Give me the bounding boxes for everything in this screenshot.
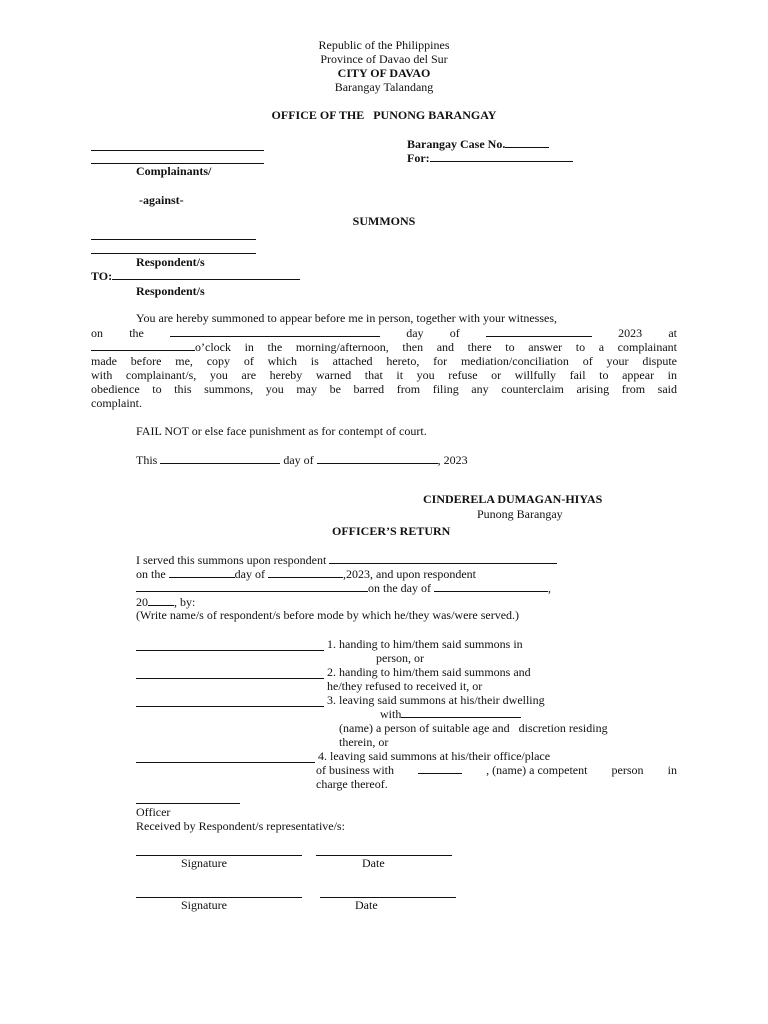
signature-label-2: Signature — [181, 898, 227, 912]
officer-signature-line — [136, 803, 240, 804]
to-text: TO: — [91, 269, 113, 283]
served-text: I served this summons upon respondent — [136, 553, 327, 567]
barangay-line: Barangay Talandang — [334, 80, 434, 94]
respondent-served-blank — [329, 553, 557, 564]
served-day-blank — [169, 567, 235, 578]
mode-3-b — [380, 707, 521, 721]
summons-para-line-1: You are hereby summoned to appear before me in person, together with your witnesses, — [136, 311, 558, 325]
date-label-1: Date — [362, 856, 385, 870]
year-prefix: 20 — [136, 595, 148, 609]
return-line-1 — [136, 553, 557, 567]
the-word: the — [129, 326, 144, 340]
complainants-label: Complainants/ — [136, 164, 212, 178]
against-label: -against- — [139, 193, 184, 207]
person-name-blank — [401, 707, 521, 718]
this-year: , 2023 — [437, 453, 468, 467]
summons-para-line-6: obedience to this summons, you may be barred from filing any counterclaim arising from said — [91, 382, 677, 396]
summons-para-line-7: complaint. — [91, 396, 142, 410]
by-text: , by: — [174, 595, 196, 609]
date-label-2: Date — [355, 898, 378, 912]
day-word: day — [406, 326, 424, 340]
complainant-line-1 — [91, 150, 264, 151]
respondent-label-2: Respondent/s — [136, 284, 205, 298]
in-text: in — [667, 763, 677, 777]
mode-2-blank — [136, 678, 324, 679]
mode-1-b: person, or — [376, 651, 424, 665]
summons-para-line-4: made before me, copy of which is attached hereto, for mediation/conciliation of your dispute — [91, 354, 677, 368]
on-the-text: on the — [136, 567, 166, 581]
mode-2-a: 2. handing to him/them said summons and — [327, 665, 531, 679]
time-blank — [91, 340, 195, 351]
this-month-blank — [317, 453, 438, 464]
respondent-line-1 — [91, 239, 256, 240]
on-the-day-text: on the day of — [368, 581, 431, 595]
year-word: 2023 — [618, 326, 643, 340]
for-blank — [430, 151, 573, 162]
mode-1-a: 1. handing to him/them said summons in — [327, 637, 523, 651]
date-line-2 — [320, 897, 456, 898]
respondent-line-2 — [91, 253, 256, 254]
mode-3-a: 3. leaving said summons at his/their dwelling — [327, 693, 545, 707]
summons-para-line-2 — [91, 326, 677, 340]
with-text: with — [380, 707, 402, 721]
on-word: on — [91, 326, 103, 340]
for-text: For: — [407, 151, 430, 165]
case-no-blank — [505, 137, 549, 148]
served-month-blank — [268, 567, 343, 578]
republic-line: Republic of the Philippines — [318, 38, 450, 52]
year-blank — [148, 595, 174, 606]
summons-title: SUMMONS — [352, 214, 416, 228]
case-no-label — [407, 137, 549, 151]
comma: , — [547, 581, 551, 595]
day-of-text: day of — [234, 567, 265, 581]
month-blank — [486, 326, 592, 337]
second-respondent-blank — [136, 581, 368, 592]
for-label — [407, 151, 573, 165]
mode-2-b: he/they refused to received it, or — [327, 679, 483, 693]
mode-1-blank — [136, 650, 324, 651]
person-text: person — [611, 763, 644, 777]
this-day-line — [136, 453, 468, 467]
signature-label-1: Signature — [181, 856, 227, 870]
competent-text: , (name) a competent — [486, 763, 588, 777]
fail-not-line: FAIL NOT or else face punishment as for contempt of court. — [136, 424, 427, 438]
officer-label: Officer — [136, 805, 171, 819]
mode-4-blank — [136, 762, 315, 763]
business-text: of business with — [316, 763, 394, 777]
at-word: at — [668, 326, 677, 340]
mode-3-d: therein, or — [339, 735, 389, 749]
date-blank — [170, 326, 380, 337]
this-word: This — [136, 453, 158, 467]
year-respondent-text: ,2023, and upon respondent — [343, 567, 476, 581]
officers-return-title: OFFICER’S RETURN — [332, 524, 451, 538]
to-blank — [112, 269, 300, 280]
return-line-3 — [136, 581, 551, 595]
city-line: CITY OF DAVAO — [337, 66, 431, 80]
return-instructions: (Write name/s of respondent/s before mode by which he/they was/were served.) — [136, 608, 520, 622]
province-line: Province of Davao del Sur — [320, 52, 448, 66]
return-line-2 — [136, 567, 476, 581]
of-word: of — [449, 326, 460, 340]
day-of-word: day of — [283, 453, 314, 467]
mode-3-blank — [136, 706, 324, 707]
business-blank — [418, 763, 462, 774]
mode-4-a: 4. leaving said summons at his/their office/place — [318, 749, 551, 763]
mode-3-c: (name) a person of suitable age and discretion residing — [339, 721, 608, 735]
return-line-4 — [136, 595, 195, 609]
summons-para-line-3 — [91, 340, 677, 354]
to-line — [91, 269, 300, 283]
case-no-text: Barangay Case No. — [407, 137, 506, 151]
time-text: o’clock in the morning/afternoon, then and there to answer to a complainant — [195, 340, 677, 354]
mode-4-c: charge thereof. — [316, 777, 388, 791]
summons-para-line-5: with complainant/s, you are hereby warned that it you refuse or willfully fail to appear in — [91, 368, 677, 382]
this-day-blank — [160, 453, 280, 464]
respondent-label-1: Respondent/s — [136, 255, 205, 269]
mode-4-b — [316, 763, 677, 777]
received-by-label: Received by Respondent/s representative/s: — [136, 819, 345, 833]
signatory-title: Punong Barangay — [477, 507, 563, 521]
signatory-name: CINDERELA DUMAGAN-HIYAS — [423, 492, 603, 506]
office-title: OFFICE OF THE PUNONG BARANGAY — [271, 108, 497, 122]
second-date-blank — [434, 581, 548, 592]
